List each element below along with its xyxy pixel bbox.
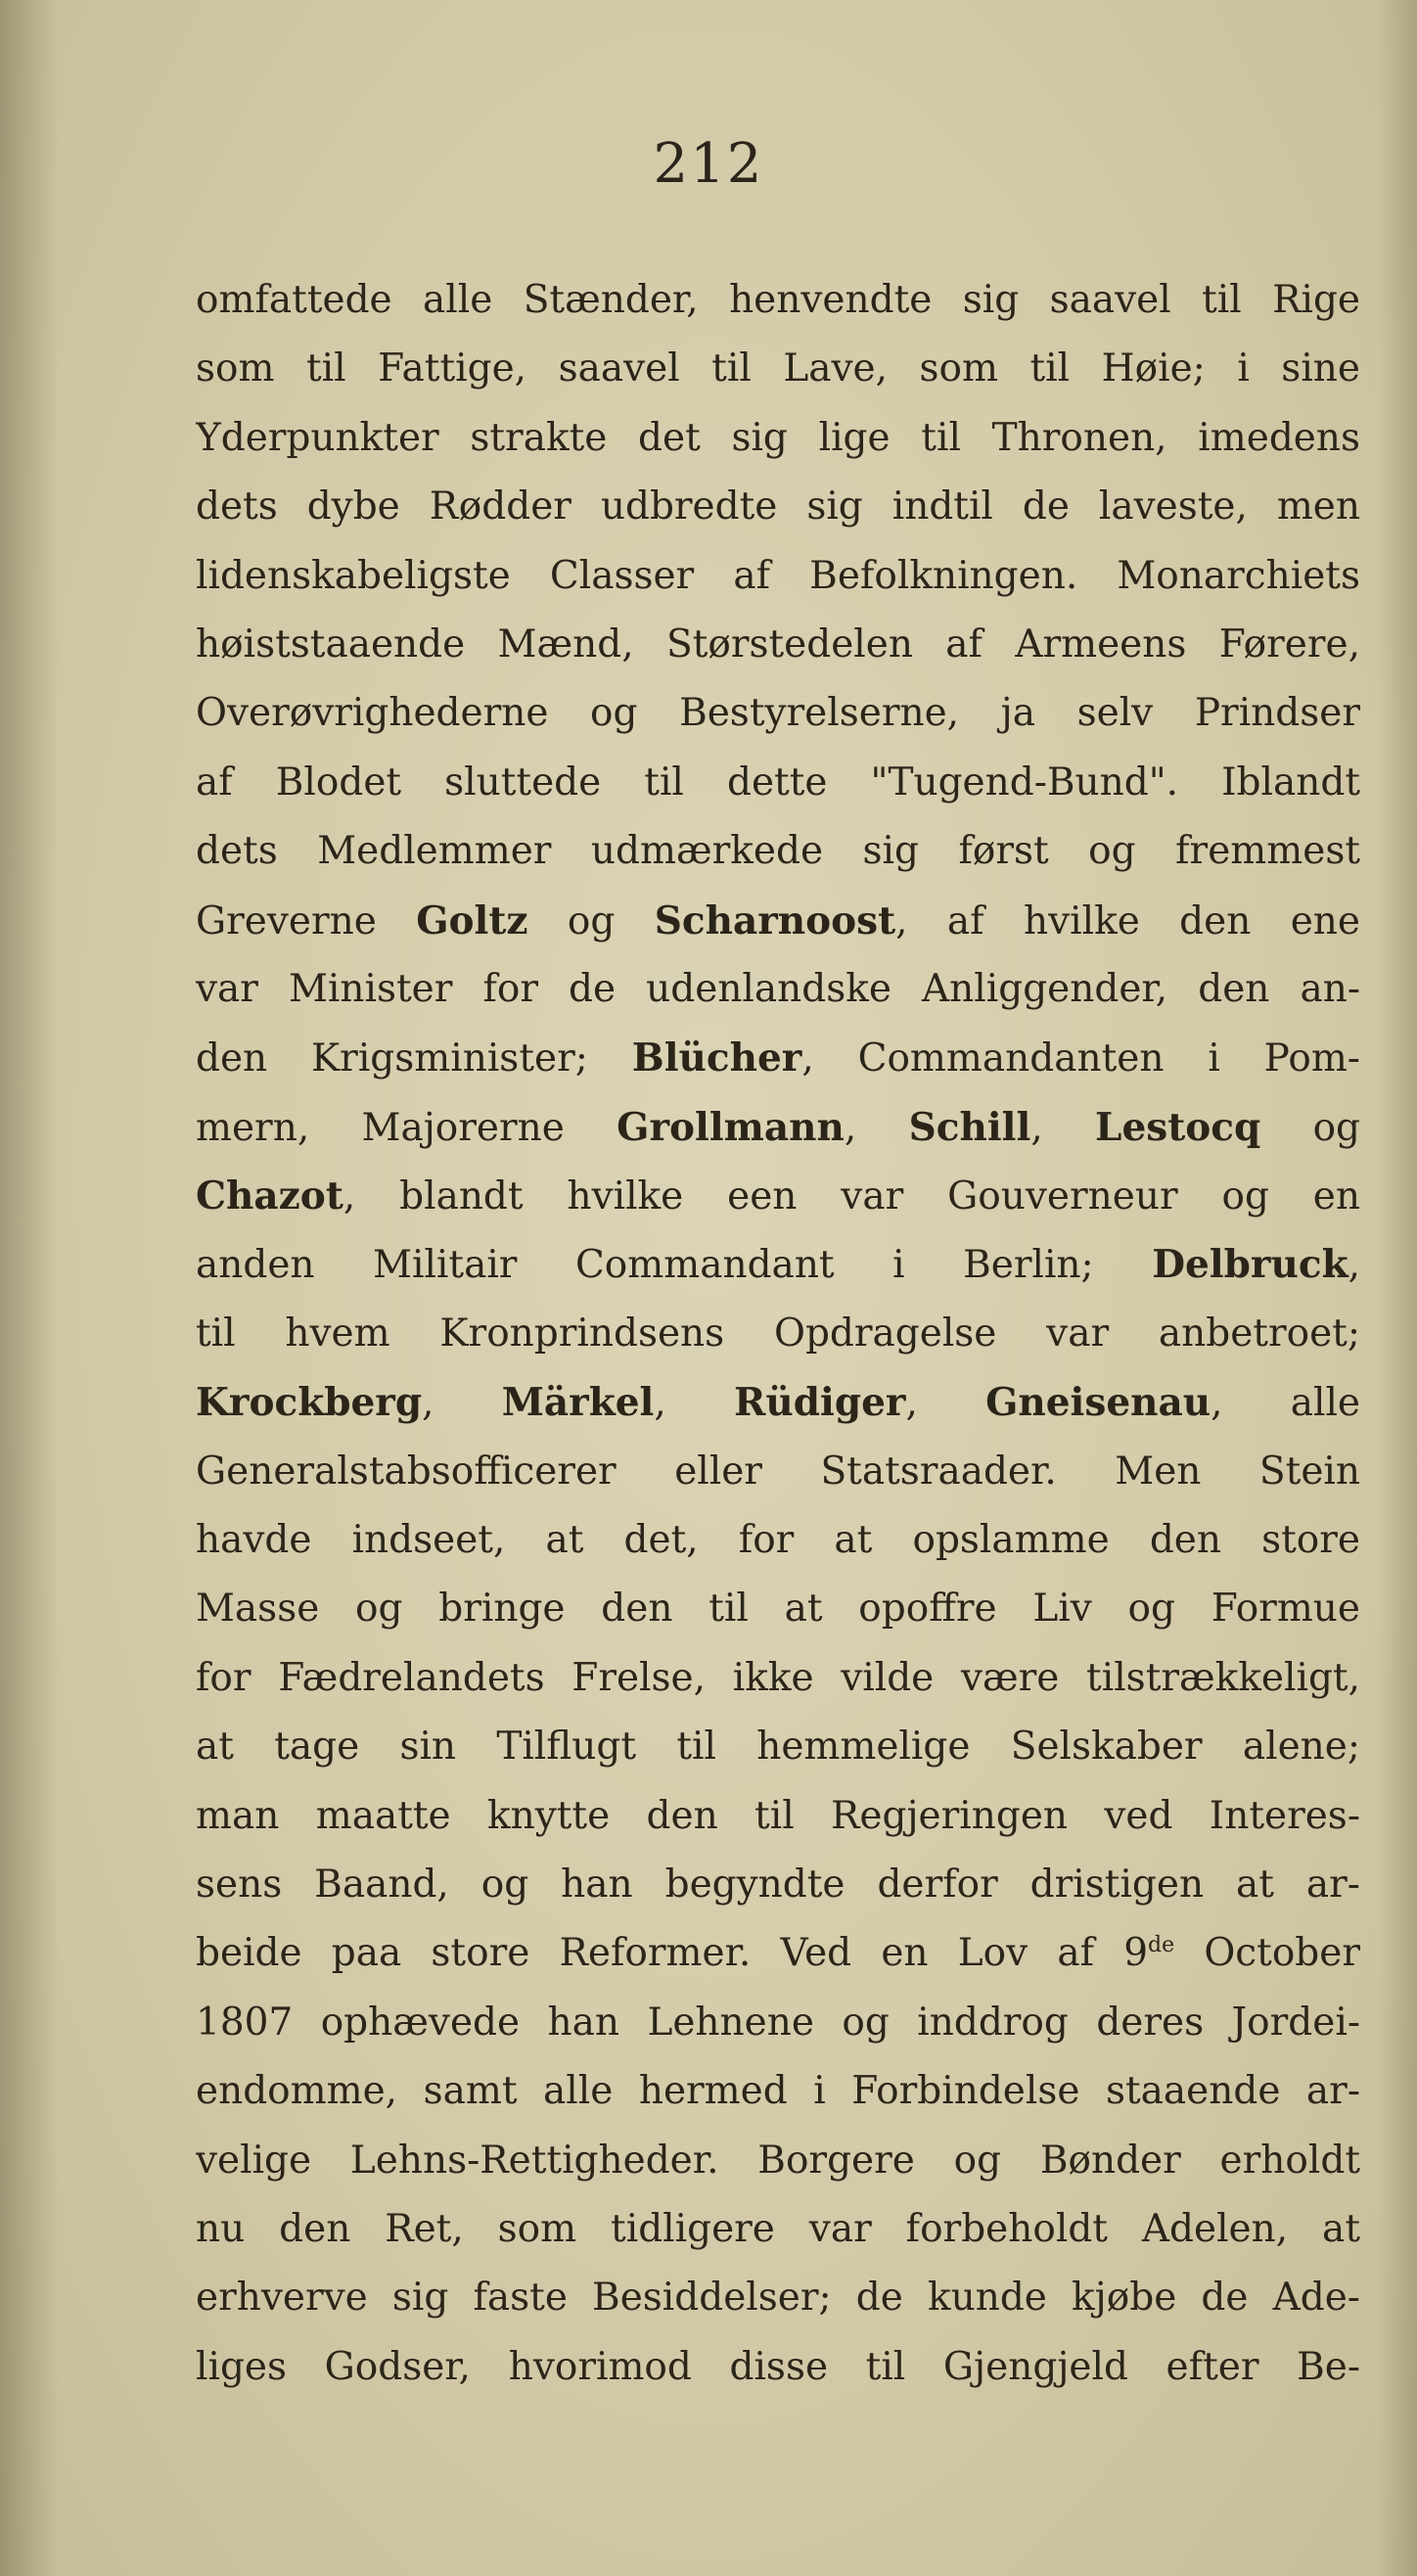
text-segment: , — [654, 1381, 734, 1426]
text-segment: 1807 ophævede han Lehnene og inddrog deres Jordei- — [196, 2000, 1360, 2045]
text-segment: mern, Majorerne — [196, 1105, 617, 1150]
emphasized-name: Märkel — [501, 1380, 655, 1426]
text-segment: Greverne — [196, 898, 417, 943]
text-segment: , alle — [1211, 1381, 1360, 1426]
text-segment: Masse og bringe den til at opoffre Liv og Formue — [196, 1587, 1360, 1632]
body-text — [196, 266, 1360, 2402]
text-segment: man maatte knytte den til Regjeringen ved Interes- — [196, 1793, 1360, 1838]
page-left-edge-shadow — [0, 0, 59, 2576]
text-segment: , — [1348, 1243, 1360, 1288]
emphasized-name: Goltz — [416, 897, 528, 943]
text-line — [196, 1162, 1360, 1230]
text-segment: beide paa store Reformer. Ved en Lov af 9 — [196, 1931, 1149, 1976]
text-line — [196, 335, 1360, 403]
text-segment: som til Fattige, saavel til Lave, som til Høie; i sine — [196, 346, 1360, 391]
page-number: 212 — [653, 132, 764, 196]
text-segment: Generalstabsofficerer eller Statsraader. Men Stein — [196, 1449, 1360, 1494]
text-line — [196, 2195, 1360, 2264]
text-segment: , blandt hvilke een var Gouverneur og en — [343, 1174, 1360, 1219]
text-line — [196, 955, 1360, 1024]
text-line — [196, 749, 1360, 817]
text-line — [196, 1644, 1360, 1713]
text-line — [196, 2333, 1360, 2402]
text-line — [196, 1024, 1360, 1092]
text-segment: lidenskabeligste Classer af Befolkningen. Monarchiets — [196, 553, 1360, 598]
text-line — [196, 1989, 1360, 2057]
text-segment: og — [527, 898, 655, 943]
text-segment: , — [1030, 1105, 1096, 1150]
text-segment: velige Lehns-Rettigheder. Borgere og Bønder erholdt — [196, 2138, 1360, 2183]
text-line — [196, 542, 1360, 611]
text-line — [196, 2264, 1360, 2332]
text-segment: var Minister for de udenlandske Anliggender, den an- — [196, 966, 1360, 1011]
text-segment: liges Godser, hvorimod disse til Gjengjeld efter Be- — [196, 2344, 1360, 2389]
text-line — [196, 2127, 1360, 2195]
text-segment: sens Baand, og han begyndte derfor dristigen at ar- — [196, 1862, 1360, 1907]
emphasized-name: Schill — [908, 1104, 1031, 1150]
text-segment: erhverve sig faste Besiddelser; de kunde kjøbe de Ade- — [196, 2276, 1360, 2321]
text-line — [196, 679, 1360, 748]
text-segment: , — [422, 1381, 502, 1426]
text-line — [196, 404, 1360, 473]
text-line — [196, 887, 1360, 955]
text-segment: høiststaaende Mænd, Størstedelen af Armeens Førere, — [196, 621, 1360, 667]
text-segment: anden Militair Commandant i Berlin; — [196, 1243, 1153, 1288]
emphasized-name: Rüdiger — [733, 1380, 906, 1426]
text-line — [196, 817, 1360, 886]
text-line — [196, 2057, 1360, 2126]
text-line — [196, 1713, 1360, 1781]
text-line — [196, 1851, 1360, 1919]
text-segment: af Blodet sluttede til dette "Tugend-Bund". Iblandt — [196, 759, 1360, 805]
emphasized-name: Delbruck — [1152, 1242, 1348, 1288]
text-line — [196, 1368, 1360, 1437]
text-segment: , — [905, 1381, 986, 1426]
text-line — [196, 1093, 1360, 1162]
emphasized-name: Blücher — [631, 1035, 802, 1081]
text-segment: at tage sin Tilflugt til hemmelige Selskaber alene; — [196, 1725, 1360, 1770]
text-segment: omfattede alle Stænder, henvendte sig saavel til Rige — [196, 278, 1360, 322]
text-line — [196, 1230, 1360, 1299]
text-segment: October — [1174, 1931, 1360, 1976]
text-segment: for Fædrelandets Frelse, ikke vilde være tilstrækkeligt, — [196, 1655, 1360, 1700]
emphasized-name: Krockberg — [196, 1380, 423, 1426]
emphasized-name: Gneisenau — [985, 1380, 1211, 1426]
text-segment: , — [844, 1105, 909, 1150]
text-line — [196, 473, 1360, 541]
text-segment: den Krigsminister; — [196, 1036, 632, 1081]
emphasized-name: Scharnoost — [654, 897, 896, 943]
text-segment: til hvem Kronprindsens Opdragelse var anbetroet; — [196, 1311, 1360, 1356]
text-line — [196, 1438, 1360, 1506]
text-segment: og — [1260, 1105, 1360, 1150]
text-line — [196, 1575, 1360, 1643]
text-line — [196, 1919, 1360, 1988]
text-segment: , Commandanten i Pom- — [801, 1036, 1360, 1081]
text-line — [196, 1300, 1360, 1368]
emphasized-name: Lestocq — [1095, 1104, 1261, 1150]
text-segment: nu den Ret, som tidligere var forbeholdt Adelen, at — [196, 2206, 1360, 2251]
ordinal-superscript: de — [1148, 1933, 1175, 1958]
text-segment: dets Medlemmer udmærkede sig først og fremmest — [196, 829, 1360, 874]
text-segment: havde indseet, at det, for at opslamme den store — [196, 1518, 1360, 1563]
text-segment: Yderpunkter strakte det sig lige til Thronen, imedens — [196, 415, 1360, 460]
text-line — [196, 1506, 1360, 1575]
text-segment: Overøvrighederne og Bestyrelserne, ja selv Prindser — [196, 691, 1360, 736]
text-segment: endomme, samt alle hermed i Forbindelse staaende ar- — [196, 2069, 1360, 2114]
text-segment: dets dybe Rødder udbredte sig indtil de laveste, men — [196, 484, 1360, 529]
emphasized-name: Grollmann — [617, 1104, 845, 1150]
text-segment: , af hvilke den ene — [895, 898, 1360, 943]
text-line — [196, 266, 1360, 335]
emphasized-name: Chazot — [196, 1173, 343, 1219]
text-line — [196, 1782, 1360, 1851]
page-right-edge-shadow — [1378, 0, 1417, 2576]
text-line — [196, 611, 1360, 679]
